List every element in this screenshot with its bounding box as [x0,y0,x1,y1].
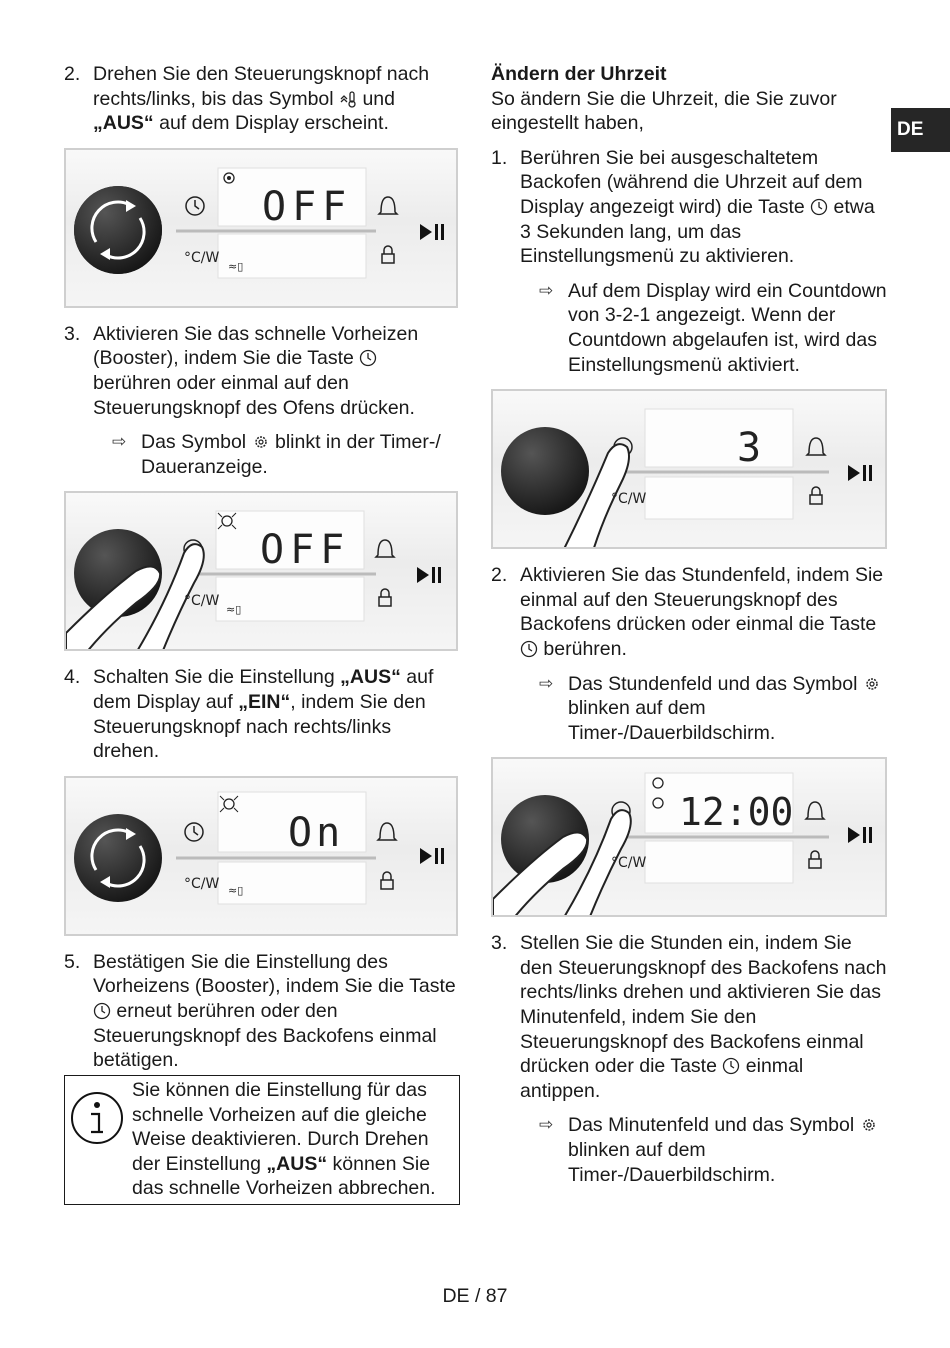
booster-icon: ≈▯ [228,883,244,897]
control-knob [74,814,162,902]
step-2-left: 2. Drehen Sie den Steuerungsknopf nach rechts/links, bis das Symbol und „AUS“ auf dem Display erscheint. [64,63,430,135]
bell-icon [378,823,396,840]
control-panel-graphic [66,150,456,308]
lock-icon [382,254,394,263]
temp-unit-label: °C/W [611,491,647,508]
play-pause-icon [848,465,860,481]
control-panel-graphic [493,759,885,917]
step-3-left: 3. Aktivieren Sie das schnelle Vorheizen (Booster), indem Sie die Taste berühren oder einmal auf den Steuerungsknopf des Ofens drücken. [64,322,419,419]
clock-icon [359,349,377,367]
lock-icon [809,859,821,868]
booster-icon: ≈▯ [228,259,244,273]
result-1-right: ⇨ Auf dem Display wird ein Countdown von 3-2-1 angezeigt. Wenn der Countdown abgelaufen ist, wird das Einstellungsmenü aktiviert. [539,279,887,376]
clock-icon [93,1002,111,1020]
control-panel-off-touch [64,491,458,651]
temp-unit-label: °C/W [184,249,220,266]
booster-thermometer-icon [339,90,357,108]
lock-icon [810,495,822,504]
bell-icon [807,438,825,455]
info-note [64,1075,460,1205]
bell-icon [806,802,824,819]
left-column [64,62,458,1083]
section-heading: Ändern der Uhrzeit [491,63,667,85]
display-text: OFF [262,183,353,230]
control-panel-hour-edit [491,757,887,917]
step-5-left: 5. Bestätigen Sie die Einstellung des Vorheizens (Booster), indem Sie die Taste erneut berühren oder den Steuerungsknopf des Backofens einmal betätigen. [64,950,456,1072]
gear-icon [860,1116,878,1134]
step-4-left: 4. Schalten Sie die Einstellung „AUS“ auf dem Display auf „EIN“, indem Sie den Steuerungsknopf nach rechts/links drehen. [64,666,434,763]
booster-icon: ≈▯ [226,603,242,617]
result-2-right: ⇨ Das Stundenfeld und das Symbol blinken auf dem Timer-/Dauerbildschirm. [539,672,887,746]
control-panel-off [64,148,458,308]
control-panel-graphic [66,778,456,936]
control-panel-countdown [491,389,887,549]
gear-icon [252,433,270,451]
temp-unit-label: °C/W [611,855,647,872]
result-3-right: ⇨ Das Minutenfeld und das Symbol blinken auf dem Timer-/Dauerbildschirm. [539,1113,887,1187]
step-3-right: 3. Stellen Sie die Stunden ein, indem Sie den Steuerungsknopf des Backofens nach rechts/links drehen und aktivieren Sie das Minutenfeld, indem Sie den Steuerungsknopf des Backofens einmal drücken oder die Taste einmal antippen. [491,932,887,1102]
play-pause-icon [417,567,429,583]
control-panel-graphic [66,493,456,651]
control-panel-on [64,776,458,936]
page-number: DE / 87 [442,1285,508,1307]
step-1-right: 1. Berühren Sie bei ausgeschaltetem Backofen (während die Uhrzeit auf dem Display angezeigt wird) die Taste etwa 3 Sekunden lang, um das Einstellungsmenü zu aktivieren. [491,146,875,268]
language-tab: DE [891,108,950,152]
bell-icon [376,540,394,557]
play-pause-icon [420,848,432,864]
step-2-right: 2. Aktivieren Sie das Stundenfeld, indem Sie einmal auf den Steuerungsknopf des Backofens drücken oder einmal die Taste berühren. [491,564,884,660]
lock-icon [381,880,393,889]
temp-unit-label: °C/W [184,875,220,892]
info-icon [69,1090,125,1146]
control-panel-graphic [493,391,885,549]
gear-icon [863,675,881,693]
display-text: 12:00 [679,790,794,835]
display-text: On [288,809,345,856]
display-text: 3 [737,425,762,472]
clock-icon [520,640,538,658]
control-knob [501,427,589,515]
right-column [491,62,887,1197]
clock-icon [722,1057,740,1075]
clock-icon [810,198,828,216]
temp-unit-label: °C/W [184,593,220,610]
lock-icon [379,597,391,606]
play-pause-icon [420,224,432,240]
result-3-left: ⇨ Das Symbol blinkt in der Timer-/ Daueranzeige. [112,431,441,478]
intro-text: So ändern Sie die Uhrzeit, die Sie zuvor eingestellt haben, [491,87,837,135]
display-text: OFF [260,527,351,574]
note-text: Sie können die Einstellung für das schnelle Vorheizen auf die gleiche Weise deaktivieren. Durch Drehen der Einstellung „AUS“ können Sie das schnelle Vorheizen abbrechen. [132,1079,436,1200]
bell-icon [379,197,397,214]
play-pause-icon [848,827,860,843]
